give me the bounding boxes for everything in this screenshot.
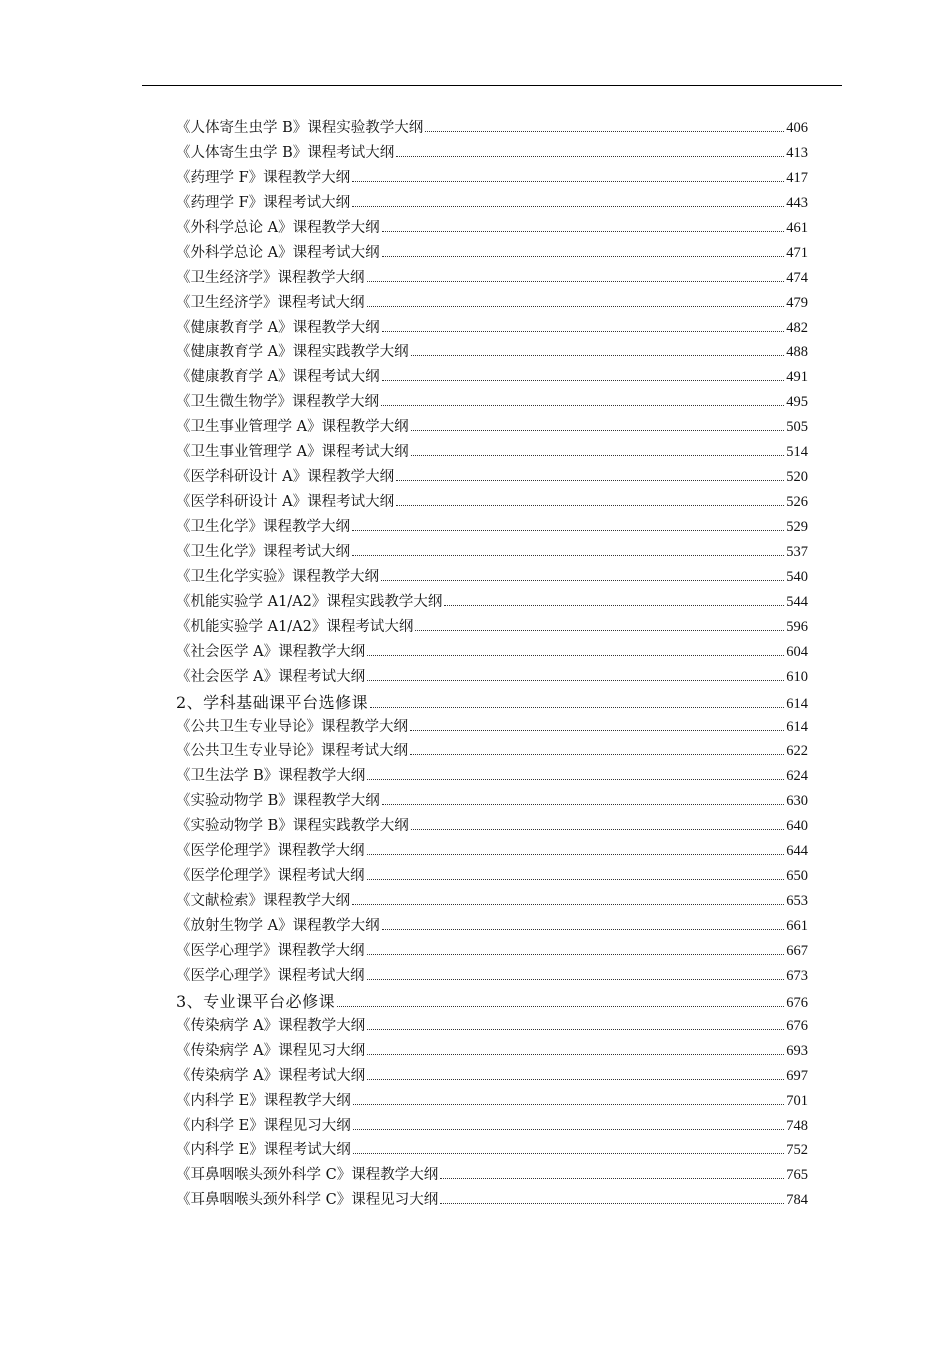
toc-entry-page-number: 529 [786, 519, 808, 535]
toc-entry-page-number: 544 [786, 593, 808, 610]
toc-entry-title: 《传染病学 A》课程教学大纲 [176, 1017, 366, 1034]
toc-entry[interactable] [176, 515, 808, 540]
toc-entry[interactable] [176, 715, 808, 740]
toc-entry[interactable] [176, 889, 808, 914]
dot-leader [382, 230, 785, 232]
dot-leader [410, 753, 784, 755]
toc-entry-page-number: 640 [786, 818, 808, 835]
toc-entry-title: 《内科学 E》课程教学大纲 [176, 1092, 351, 1109]
toc-entry-page-number: 520 [786, 469, 808, 486]
toc-entry-title: 《耳鼻咽喉头颈外科学 C》课程教学大纲 [176, 1167, 439, 1184]
toc-entry-page-number: 537 [786, 543, 808, 560]
toc-entry-title: 《医学伦理学》课程教学大纲 [176, 843, 365, 860]
toc-entry[interactable] [176, 116, 808, 141]
toc-entry-page-number: 765 [786, 1167, 808, 1184]
toc-entry[interactable] [176, 814, 808, 839]
toc-entry-page-number: 406 [786, 120, 808, 136]
dot-leader [382, 255, 785, 257]
toc-entry-title: 《人体寄生虫学 B》课程考试大纲 [176, 144, 395, 161]
dot-leader [396, 479, 784, 481]
toc-entry-page-number: 667 [786, 942, 808, 959]
dot-leader [440, 1177, 784, 1179]
toc-entry-title: 《公共卫生专业导论》课程考试大纲 [176, 743, 408, 760]
toc-entry[interactable] [176, 1188, 808, 1213]
dot-leader [367, 280, 785, 282]
toc-entry-title: 《文献检索》课程教学大纲 [176, 893, 350, 910]
toc-section-heading[interactable] [176, 989, 808, 1014]
toc-entry-title: 《外科学总论 A》课程教学大纲 [176, 219, 380, 236]
toc-entry-title: 2、学科基础课平台选修课 [176, 692, 369, 712]
dot-leader [367, 679, 784, 681]
toc-entry-page-number: 644 [786, 843, 808, 860]
dot-leader [411, 429, 785, 431]
toc-entry-page-number: 676 [786, 1017, 808, 1034]
toc-entry[interactable] [176, 939, 808, 964]
toc-entry-page-number: 653 [786, 893, 808, 910]
toc-entry-page-number: 624 [786, 768, 808, 785]
toc-entry[interactable] [176, 266, 808, 291]
dot-leader [352, 205, 784, 207]
toc-entry-title: 《医学科研设计 A》课程考试大纲 [176, 494, 395, 511]
dot-leader [352, 180, 784, 182]
toc-entry-page-number: 604 [786, 643, 808, 660]
toc-entry[interactable] [176, 241, 808, 266]
toc-entry-page-number: 630 [786, 793, 808, 810]
dot-leader [367, 953, 785, 955]
toc-entry[interactable] [176, 640, 808, 665]
dot-leader [353, 1128, 785, 1130]
toc-entry-page-number: 614 [786, 695, 808, 712]
toc-entry-title: 《机能实验学 A1/A2》课程实践教学大纲 [176, 593, 443, 610]
toc-entry-title: 《健康教育学 A》课程考试大纲 [176, 369, 380, 386]
toc-entry-title: 《公共卫生专业导论》课程教学大纲 [176, 718, 408, 735]
toc-entry-page-number: 596 [786, 618, 808, 635]
toc-entry[interactable] [176, 864, 808, 889]
toc-entry-title: 《耳鼻咽喉头颈外科学 C》课程见习大纲 [176, 1192, 439, 1209]
toc-entry[interactable] [176, 465, 808, 490]
toc-entry-page-number: 488 [786, 344, 808, 361]
toc-entry[interactable] [176, 540, 808, 565]
toc-entry[interactable] [176, 191, 808, 216]
toc-entry[interactable] [176, 365, 808, 390]
toc-entry[interactable] [176, 1039, 808, 1064]
toc-entry-title: 《放射生物学 A》课程教学大纲 [176, 918, 380, 934]
toc-entry[interactable] [176, 739, 808, 764]
dot-leader [381, 579, 784, 581]
toc-entry-title: 《传染病学 A》课程见习大纲 [176, 1042, 366, 1059]
dot-leader [411, 354, 785, 356]
toc-entry-title: 3、专业课平台必修课 [176, 991, 336, 1011]
toc-entry-title: 《机能实验学 A1/A2》课程考试大纲 [176, 618, 414, 635]
toc-entry[interactable] [176, 316, 808, 341]
dot-leader [411, 828, 784, 830]
dot-leader [353, 1152, 785, 1154]
dot-leader [381, 404, 784, 406]
toc-entry[interactable] [176, 565, 808, 590]
dot-leader [444, 604, 784, 606]
table-of-contents [176, 116, 808, 1213]
toc-entry-page-number: 461 [786, 219, 808, 236]
toc-entry-title: 《医学心理学》课程教学大纲 [176, 942, 365, 959]
toc-entry-title: 《卫生经济学》课程考试大纲 [176, 294, 365, 311]
dot-leader [370, 706, 784, 708]
toc-entry-title: 《健康教育学 A》课程教学大纲 [176, 319, 380, 336]
toc-entry-title: 《卫生经济学》课程教学大纲 [176, 269, 365, 286]
toc-entry-title: 《实验动物学 B》课程实践教学大纲 [176, 818, 409, 835]
dot-leader [410, 729, 784, 731]
toc-entry-page-number: 495 [786, 394, 808, 411]
toc-entry[interactable] [176, 914, 808, 939]
toc-entry-title: 《药理学 F》课程考试大纲 [176, 194, 351, 211]
dot-leader [382, 803, 784, 805]
dot-leader [382, 330, 785, 332]
dot-leader [396, 504, 784, 506]
toc-entry[interactable] [176, 1064, 808, 1089]
toc-entry[interactable] [176, 1014, 808, 1039]
dot-leader [367, 1078, 784, 1080]
toc-entry-title: 《卫生法学 B》课程教学大纲 [176, 768, 366, 785]
toc-entry-page-number: 491 [786, 369, 808, 386]
header-rule [142, 85, 842, 86]
toc-entry-page-number: 697 [786, 1067, 808, 1084]
toc-entry[interactable] [176, 590, 808, 615]
toc-entry[interactable] [176, 789, 808, 814]
dot-leader [352, 554, 784, 556]
dot-leader [425, 130, 784, 132]
dot-leader [367, 305, 785, 307]
toc-entry-page-number: 514 [786, 444, 808, 461]
toc-entry[interactable] [176, 166, 808, 191]
toc-entry[interactable] [176, 390, 808, 415]
toc-entry[interactable] [176, 490, 808, 515]
toc-entry-page-number: 526 [786, 494, 808, 511]
toc-entry[interactable] [176, 141, 808, 166]
toc-entry-title: 《卫生化学实验》课程教学大纲 [176, 568, 379, 585]
toc-entry-page-number: 701 [786, 1092, 808, 1109]
toc-entry[interactable] [176, 216, 808, 241]
toc-entry[interactable] [176, 415, 808, 440]
dot-leader [352, 529, 784, 531]
toc-entry-title: 《医学心理学》课程考试大纲 [176, 967, 365, 984]
dot-leader [382, 928, 785, 930]
toc-entry-title: 《人体寄生虫学 B》课程实验教学大纲 [176, 120, 424, 136]
dot-leader [367, 1028, 784, 1030]
toc-entry-title: 《社会医学 A》课程教学大纲 [176, 643, 366, 660]
toc-entry-title: 《医学伦理学》课程考试大纲 [176, 868, 365, 885]
toc-entry[interactable] [176, 665, 808, 690]
toc-entry-title: 《健康教育学 A》课程实践教学大纲 [176, 344, 409, 361]
toc-entry-page-number: 413 [786, 144, 808, 161]
toc-entry[interactable] [176, 615, 808, 640]
toc-entry-page-number: 471 [786, 244, 808, 261]
toc-entry-page-number: 693 [786, 1042, 808, 1059]
dot-leader [367, 978, 785, 980]
toc-entry-title: 《卫生化学》课程考试大纲 [176, 543, 350, 560]
toc-entry-title: 《实验动物学 B》课程教学大纲 [176, 793, 380, 810]
toc-entry-page-number: 676 [786, 994, 808, 1011]
dot-leader [367, 654, 784, 656]
toc-entry-page-number: 505 [786, 419, 808, 436]
toc-entry-page-number: 752 [786, 1142, 808, 1159]
toc-entry-page-number: 622 [786, 743, 808, 760]
dot-leader [440, 1202, 784, 1204]
toc-entry[interactable] [176, 440, 808, 465]
toc-entry-title: 《内科学 E》课程见习大纲 [176, 1117, 351, 1134]
toc-entry-page-number: 474 [786, 269, 808, 286]
toc-entry-title: 《内科学 E》课程考试大纲 [176, 1142, 351, 1159]
toc-entry-title: 《外科学总论 A》课程考试大纲 [176, 244, 380, 261]
toc-entry-title: 《卫生事业管理学 A》课程教学大纲 [176, 419, 409, 436]
toc-entry-title: 《社会医学 A》课程考试大纲 [176, 668, 366, 685]
toc-entry[interactable] [176, 1089, 808, 1114]
toc-entry-page-number: 540 [786, 568, 808, 585]
toc-entry[interactable] [176, 964, 808, 989]
dot-leader [352, 903, 784, 905]
toc-entry-page-number: 443 [786, 194, 808, 211]
toc-section-heading[interactable] [176, 690, 808, 715]
toc-entry-page-number: 479 [786, 294, 808, 311]
toc-entry-title: 《药理学 F》课程教学大纲 [176, 169, 351, 186]
dot-leader [353, 1103, 785, 1105]
toc-entry[interactable] [176, 340, 808, 365]
dot-leader [367, 853, 785, 855]
toc-entry[interactable] [176, 1163, 808, 1188]
toc-entry-title: 《卫生事业管理学 A》课程考试大纲 [176, 444, 409, 461]
toc-entry[interactable] [176, 839, 808, 864]
toc-entry[interactable] [176, 1114, 808, 1139]
dot-leader [396, 155, 784, 157]
toc-entry-page-number: 748 [786, 1117, 808, 1134]
dot-leader [367, 778, 784, 780]
dot-leader [367, 878, 785, 880]
toc-entry[interactable] [176, 1138, 808, 1163]
dot-leader [411, 454, 785, 456]
dot-leader [382, 379, 785, 381]
toc-entry-page-number: 482 [786, 319, 808, 336]
toc-entry-title: 《卫生化学》课程教学大纲 [176, 519, 350, 535]
toc-entry-page-number: 650 [786, 868, 808, 885]
toc-entry-title: 《卫生微生物学》课程教学大纲 [176, 394, 379, 411]
toc-entry-page-number: 673 [786, 967, 808, 984]
dot-leader [337, 1005, 784, 1007]
dot-leader [367, 1053, 784, 1055]
toc-entry-page-number: 610 [786, 668, 808, 685]
dot-leader [415, 629, 784, 631]
toc-entry-page-number: 661 [786, 918, 808, 934]
toc-entry-page-number: 417 [786, 169, 808, 186]
toc-entry-page-number: 614 [786, 718, 808, 735]
toc-entry[interactable] [176, 764, 808, 789]
toc-entry[interactable] [176, 291, 808, 316]
toc-entry-title: 《传染病学 A》课程考试大纲 [176, 1067, 366, 1084]
toc-entry-title: 《医学科研设计 A》课程教学大纲 [176, 469, 395, 486]
toc-entry-page-number: 784 [786, 1192, 808, 1209]
